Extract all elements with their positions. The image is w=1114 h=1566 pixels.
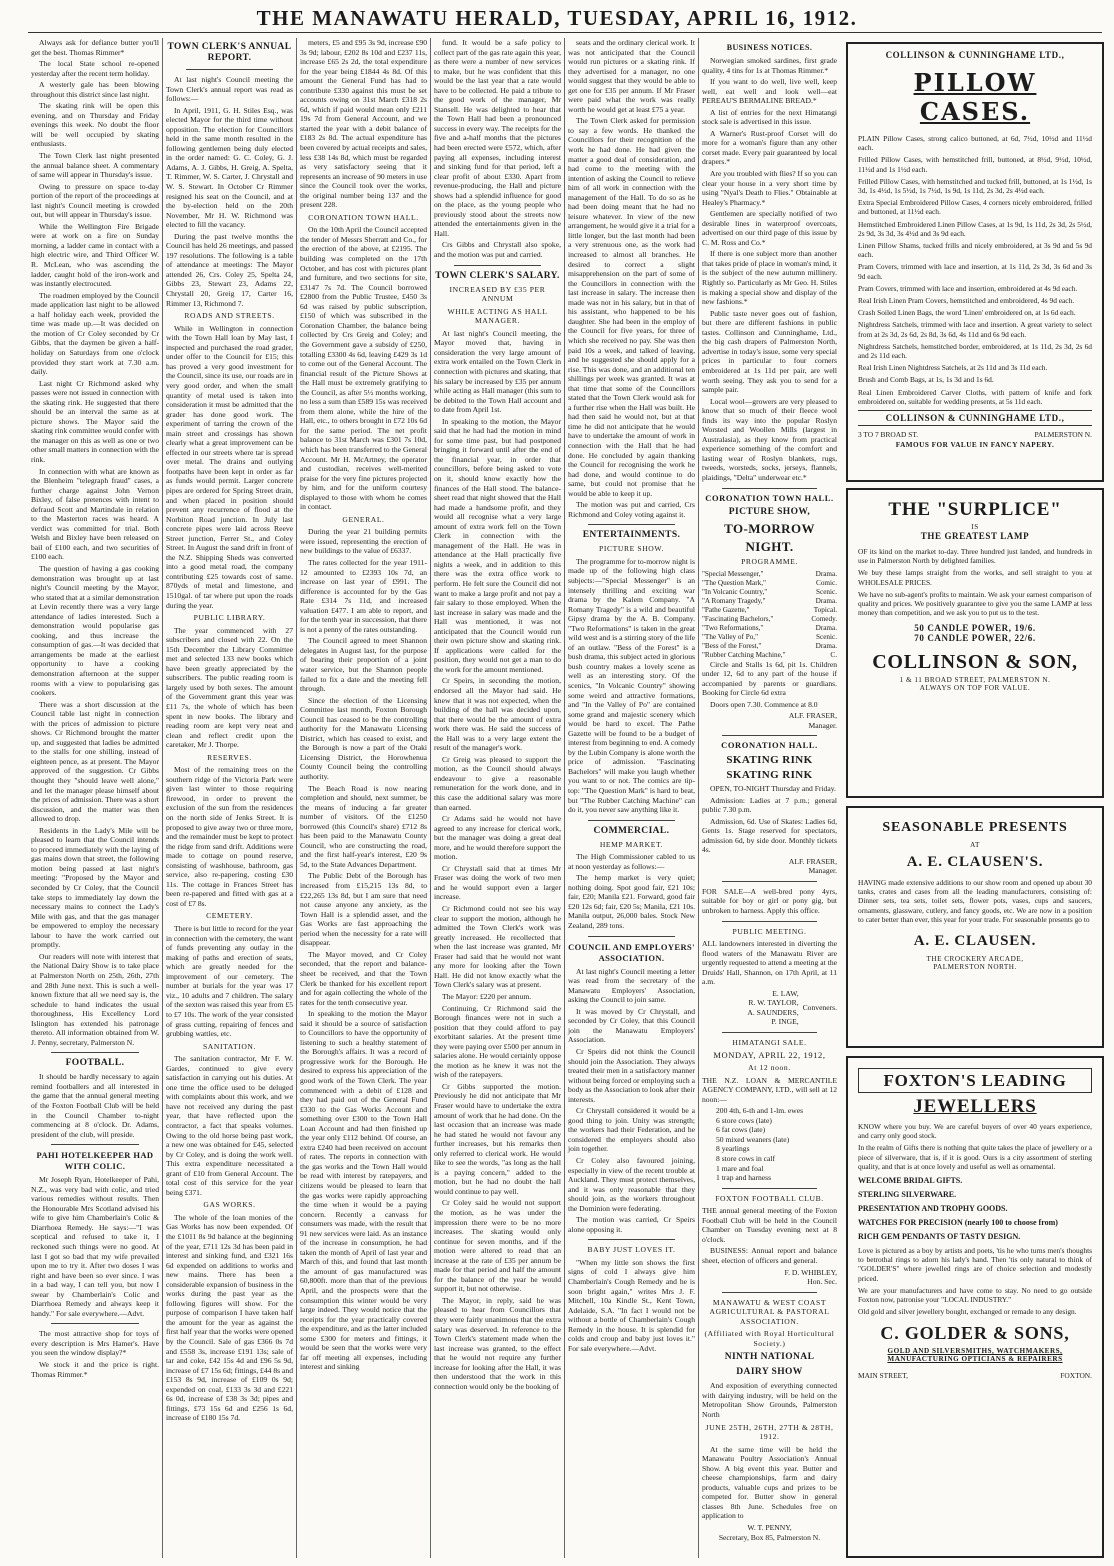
for-sale-notice: FOR SALE—A well-bred pony 4yrs, suitable for boy or girl or pony gig, but unbroken to harness. Apply this office. [702,886,837,915]
golder-firm: C. GOLDER & SONS, [880,1323,1070,1344]
programme-title: "Special Messenger," [702,569,764,578]
picture-show-ad-line2: TO-MORROW [724,521,815,537]
conveners-block [702,989,837,1027]
paragraph: Owing to pressure on space to-day portion of the report of the proceedings at last night's Council meeting is crowded out, but will appear in Thursday's issue. [31,181,159,220]
paragraph: In speaking to the motion, the Mayor said that he had had the motion in mind for some time past, but had postponed bringing it forward until after the end of the financial year, in order that councillors, before being asked to vote on it, should know exactly how the finances of the Hall stood. The balance-sheet read that night showed that the Hall had made a handsome profit, and they would all recognise what a very large amount of extra work fell on the Town Clerk in connection with the management of the Hall. He was in attendance at the Hall practically five nights a week, and in addition to this there was the extra office work to perform. He felt sure the Council did not want to make a large profit and not pay a fair salary to those employed. When the last increase in salary was made and the Hall was mentioned, it was not anticipated that the Council would run their own picture show and skating rink. If applications were called for the position, they would not get a man to do the work for the amount mentioned. [434,416,561,674]
column-2 [162,38,296,1558]
divider [588,820,675,821]
divider [51,1052,139,1053]
divider [588,1239,675,1240]
surplice-price-50: 50 CANDLE POWER, 19/6. [914,623,1036,634]
clausen-address-2: PALMERSTON NORTH. [933,963,1017,972]
reserves-subheading: RESERVES. [207,752,252,762]
clausen-at: AT [970,841,980,849]
programme-genre: Drama. [815,623,837,632]
pillow-cases-list [858,134,1092,406]
paragraph: Extra Special Embroidered Pillow Cases, 4 corners nicely embroidered, frilled and buttoned, at 11½d each. [858,198,1092,217]
sale-item: 8 store cows in calf [716,1154,776,1164]
divider [454,265,541,266]
paragraph: Real Irish Linen Nightdress Satchels, at 2s 11d and 3s 11d each. [858,363,1048,373]
business-notices-heading: BUSINESS NOTICES. [726,43,813,52]
conveners-label: Conveners. [802,1003,837,1013]
townhall-text: On the 10th April the Council accepted the tender of Messrs Sherratt and Co., for the erection of the above, at £2195. The building was completed on the 17th October, and has cost with pictures plant and furniture, and two sections for site, £3147 7s 7d. The Council borrowed £2800 from the Public Trustee, £450 3s 6d was raised by public subscription, £150 of which was subscribed in the Coronation Chamber, the balance being collected by Crs Greig and Coley; and the Government gave a subsidy of £250, totalling £3300 4s 6d, leaving £429 3s 1d to come out of the General Account. The financial result of the Picture Shows at the Hall must be extremely gratifying to the Council, as after 5½ months working, no less a sum than £589 15s was received from them alone, while the hire of the Hall, etc., to others brought in £72 10s 6d for the same period. The net profit balance to 31st March was £301 7s 10d, which has been transferred to the General Account. Mr H. McArtney, the operator and custodian, receives well-merited praise for the very fine pictures projected by him, and for the uniform courtesy displayed to those with whom he comes in contact. [300,225,427,512]
salary-text [434,329,561,1392]
paragraph: fund. It would be a safe policy to collect part of the gas rate again this year, as there were a number of new services to make, but he was confident that this would be the last year that a rate would have to be collected. He paid a tribute to the good work of the manager, Mr Stansell. He was delighted to hear that the Town Hall had been a pronounced success in every way. The receipts for the five and a-half months that the pictures had been erected were £572, which, after paying all expenses, including interest and sinking fund for that period, left a clear profit of about £330. Apart from revenue-producing, the Hall and picture shows had a splendid influence for good on the place, as the young people who previously stood about the streets now attended the entertainments given in the Hall. [434,38,561,238]
programme-item [702,651,837,660]
sale-item: 200 4th, 6-th and 1-lm. ewes [716,1106,804,1116]
salary-subheading: INCREASED BY £35 PER ANNUM [449,284,546,304]
paragraph: Nightdress Satchels, trimmed with lace and insertion. A great variety to select from at 2s 3d, 2s 6d, 2s 8d, 3s 6d, 4s 11d and 6s 9d each. [858,320,1092,339]
paragraph: At last night's Council meeting, the Mayor moved that, having in consideration the very large amount of extra work entailed on the Town Clerk in connection with pictures and skating, that his salary be increased by £35 per annum while acting as Hall manager (this sum to be debited to the Town Hall account and to date from April 1st. [434,328,561,415]
paragraph: The Mayor: £220 per annum. [442,991,532,1001]
paragraph: The Town Clerk last night presented the annual balance sheet. A commentary of same will appear in Thursday's issue. [31,151,159,180]
programme-title: "In Volcanic Country," [702,587,768,596]
football-club-signature: F. D. WHIBLEY, [784,1267,837,1277]
roads-text: While in Wellington in connection with the Town Hall loan by May last, I inspected and purchased the road grader, under offer to the Council for £15; this has proved a very good investment for the Council, since its use, our roads are in very good order, and when the small quantity of metal used is taken into consideration it must be admitted that the grader has done good work. The experiment of tarring the crown of the main street and crossings has shown clearly what a great improvement can be effected in our streets where tar is spread over metal. The drains and outlying footpaths have been kept in order as far as funds would permit. Larger concrete pipes are ordered for Spring Street drain, and when placed in position should prevent any recurrence of flood at the Norbiton Road junction. In July last concrete pipes were laid across Reeve Street junction, Ferrer St., and Coley Street. In August the sand drift in front of the N.Z. Shipping Sheds was converted into a good metal road, the company contributing £25 towards cost of same. 870yds of metal and limestone, and 1510gal. of tar where put upon the roads during the year. [166,323,293,610]
golder-para-1: KNOW where you buy. We are careful buyers of over 40 years experience, and carry only good stock. [858,1122,1092,1141]
report-intro [166,75,293,308]
paragraph: Since the election of the Licensing Committee last month, Foxton Borough Council has ceased to be the controlling authority for the Manawatu Licensing District, which has ceased to exist, and the Borough is now a part of the Otaki Licensing District, the Horowhenua County Council being the controlling authority. [300,695,427,782]
picture-show-subheading: PICTURE SHOW. [599,544,664,554]
paragraph: Public taste never goes out of fashion, but there are different fashions in public tastes. Collinson and Cunninghame, Ltd., the big cash drapers of Palmerston North, advertise in today's issue, some very special prices in particular to four corners embroidered at 1s 11d per pair, are well worth seeing. They ask you to send for a sample pair. [702,308,837,395]
programme-item [702,624,837,633]
rink-signature-title: Manager. [808,866,837,876]
newspaper-title: THE MANAWATU HERALD, TUESDAY, APRIL 16, 1912. [256,6,858,30]
dairy-show-signature: W. T. PENNY, [747,1522,792,1532]
paragraph: The motion was put and carried, Crs Richmond and Coley voting against it. [568,500,695,519]
programme-item [702,606,837,615]
sale-item: 1 mare and foal [716,1163,764,1173]
programme-label: PROGRAMME. [741,557,798,567]
collinson-tagline: FAMOUS FOR VALUE IN FANCY NAPERY. [895,441,1055,450]
convener-name: P. INGE, [771,1017,799,1027]
public-meeting-heading: PUBLIC MEETING. [732,926,807,936]
divider [51,1323,139,1324]
dairy-show-signature-title: Secretary, Box 85, Palmerston N. [718,1532,821,1542]
collinson-ad-heading: COLLINSON & CUNNINGHAME LTD., [885,50,1065,60]
dairy-show-line2: DAIRY SHOW [736,1367,803,1378]
paragraph: The Public Debt of the Borough has increased from £15,215 13s 8d, to £22,265 13s 8d, but I am sure that need not cause anyone any anxiety, as the Town Hall is a splendid asset, and the Gas Works are fast approaching the period when the necessity for a rate will disappear. [300,871,427,948]
commercial-text [568,852,695,930]
himatangi-heading: HIMATANGI SALE. [732,1038,807,1048]
programme-title: "Pathe Gazette," [702,605,750,614]
programme-title: "The Valley of Po," [702,632,759,641]
programme-list [702,570,837,660]
paragraph: PLAIN Pillow Cases, strong calico buttoned, at 6d, 7½d, 10½d and 11½d each. [858,134,1092,153]
programme-genre: Scenic. [816,632,837,641]
golder-address-left: MAIN STREET, [858,1371,908,1381]
programme-title: "A Romany Tragedy," [702,596,766,605]
baby-heading: BABY JUST LOVES IT. [587,1245,676,1255]
picture-show-ad [702,494,837,731]
paragraph: The skating rink will be open this evening, and on Thursday and Friday evenings this week. No doubt the floor will be well occupied by skating enthusiasts. [31,101,159,149]
dairy-show-dates: JUNE 25TH, 26TH, 27TH & 28TH, 1912. [705,1422,834,1442]
dairy-show-text-2: At the same time will be held the Manawatu Poultry Association's Annual Show. A big event this year. Butter and cheese championships, farm and dairy products, valuable cups and prizes to be competed for. Butter show in general classes 8th June. Schedules free on application to [702,1444,837,1521]
paragraph: Cr Gibbs supported the motion. Previously he did not anticipate that Mr Fraser would have to undertake the extra amount of work that he had done. On the last occasion that an increase was made he had stated he would not favour any further increases, but his remarks then only referred to clerical work. He would like to see the words, "as long as the hall is a paying concern," added to the motion, but he had no doubt the hall would continue to pay well. [434,1081,561,1196]
rink-line1: SKATING RINK [726,753,813,766]
football-club-signature-title: Hon. Sec. [807,1277,837,1287]
col3-paragraphs [300,38,427,210]
programme-title: "Rubber Catching Machine," [702,650,786,659]
col4-paragraphs [434,38,561,260]
paragraph: A Warner's Rust-proof Corset will do more for a woman's figure than any other corset made. Every pair guaranteed by local drapers.* [702,128,837,167]
clausen-name: A. E. CLAUSEN'S. [906,854,1044,870]
clausen-body: HAVING made extensive additions to our show room and opened up about 30 tanks, crates and cases from all the leading manufacturers, consisting of: Dinner sets, tea sets, toilet sets, flower pots, vases, cups and saucers, ornaments, glassware, cutlery, and fancy goods, etc. We are now in a position to cater better than ever, this year for your trade. For seasonable presents go to [858,878,1092,924]
annual-report-heading: TOWN CLERK'S ANNUAL REPORT. [167,42,292,63]
paragraph: Gentlemen are specially notified of two desirable lines in waterproof overcoats, advertised on our third page of this issue by C. M. Ross and Co.* [702,209,837,247]
programme-item [702,579,837,588]
divider [722,488,817,489]
football-heading: FOOTBALL. [65,1058,125,1069]
paragraph: The Beach Road is now nearing completion and should, next summer, be the means of inducing a far greater number of visitors. Of the £1250 borrowed (this Council's share) £712 8s has been paid to the Manawatu County Council, who are constructing the road, and the first half-year's interest, £20 9s 5d, to the State Advances Department. [300,783,427,869]
paragraph: The Town Clerk asked for permission to say a few words. He thanked the Councillors for their recognition of the work he had done. He had given the matter a good deal of consideration, and had come to the meeting with the intention of asking the Council to relieve him of all work in connection with the management of the Hall. To do so as he had been doing meant that he had no leisure whatever. In view of the new arrangement, he would give it a trial for a little longer, but the last month had been a very strenuous one, as the work had increased to almost all branches. He desired to correct a slight misapprehension on the part of some of the Councillors in connection with the last increase in salary. The increase then made was not in his salary, but in that of his assistant, who happened to be his daughter. She had been in the employ of the Council for five years, for three of which she received no pay. She was then paid 10s a week, and talked of leaving, and he suggested she should apply for a rise. This was done, and an additional ten shillings per week was granted. It was at that time that some of the Councillors stated that the Town Clerk would ask for a further rise when the Hall was built. He had then said he would not, but at that time he did not anticipate that he would have to undertake the amount of work in connection with the Hall that he had done. He concluded by again thanking the Council for recognising the work he had done, and would continue to do same, but could not promise that he would be able to keep it up. [568,116,695,498]
entertainments-text [568,557,695,815]
paragraph: Residents in the Lady's Mile will be pleased to learn that the Council intends to proceed immediately with the laying of gas mains down that street, the following motion being passed at last night's meeting: "Proposed by the Mayor and seconded by Cr Coley, that the Council take steps to immediately lay down the necessary mains to connect the Lady's Mile with gas, and that the gas manager be empowered to employ the necessary labour to have the work carried out promptly. [31,825,159,950]
football-article: It should be hardly necessary to again remind footballers and all interested in the game that the annual general meeting of the Foxton Football Club will be held in the Council Chamber to-night commencing at 8 o'clock. Dr. Adams, president of the club, will preside. [31,1072,159,1139]
agricultural-subheading: (Affiliated with Royal Horticultural Society.) [704,1329,835,1348]
collinson-son-tagline: ALWAYS ON TOP FOR VALUE. [919,684,1031,693]
gasworks-text: The whole of the loan monies of the Gas Works has now been expended. Of the £1011 8s 9d balance at the beginning of the year, £711 12s 3d has been paid in interest and sinking fund, and £321 16s 6d expended on additions to works and new mains. There has been a considerable expansion of business in the works during the past year as the following figures will show. For the purpose of comparison I have taken half the amount for the year as against the first half year that the works were opened by the Council. Sale of gas £366 0s 7d and £558 3s, increase £191 13s; sale of tar and coke, £42 15s 4d and £96 5s 9d, increase of £7 15s 6d; fittings, £44 8s and £153 8s 9d, increase of £109 0s 9d; expended on coal, £133 3s 3d and £221 6s 0d, increase of £38 3s 3d; pipes and fittings, £73 15s 6d and £256 1s 6d, increase of £180 15s 7d. [166,1212,293,1423]
programme-genre: Drama. [815,569,837,578]
divider [722,921,817,922]
paragraph: Cr Chrystall considered it would be a good thing to join. Unity was strength; the workers had their Federation, and he considered the employers should also join together. [568,1106,695,1154]
paragraph: The local State school re-opened yesterday after the recent term holiday. [31,59,159,78]
colic-heading: PAHI HOTELKEEPER HAD WITH COLIC. [36,1150,154,1172]
paragraph: The question of having a gas cooking demonstration was brought up at last night's Council meeting by the Mayor, who stated that at a similar demonstration at Levin recently there was a very large attendance of ladies interested. Such a demonstration would popularise gas cooking, and thus increase the consumption of gas.—It was decided that arrangements be made at the earliest opportunity to have a cooking demonstration afternoon at the supper rooms with a view to popularising gas cookers. [31,563,159,698]
paragraph: Cr Coley also favoured joining, especially in view of the recent trouble at Auckland. They must protect themselves, and it was only reasonable that they should join, as the workers throughout the Dominion were federating. [568,1155,695,1213]
programme-genre: Topical. [813,605,837,614]
paragraph: The programme for to-morrow night is made up of the following high class subjects:—"Special Messenger" is an intensely thrilling and exciting war drama by the Kalem Company. "A Romany Tragedy" is a wild and beautiful Gipsy drama by the A. B. Company. "Two Reformations" is taken in the great wild west and is a stirring story of the life of an outlaw. "Bess of the Forest" is a bush drama, this subject acted in glorious bush country makes a lovely scene as well as an interesting story. Of the scenics, "In Volcanic Country" showing some weird and attractive formations, and "In the Valley of Po" are contained some grand and majestic scenery which would be hard to excel. The Pathe Gazette will be found to be a budget of interest from beginning to end. A comedy by the Lubin Company is alone worth the price of admission. "Fascinating Bachelors" will make you laugh whether you want to or not. The comics are tip-top: "The Question Mark" is hard to beat, but "The Rubber Catching Machine" can do it, you never saw anything like it. [568,556,695,815]
paragraph: Admission: Ladies at 7 p.m.; general public 7.30 p.m. [702,795,837,815]
programme-genre: Drama. [815,641,837,650]
masthead-rule [28,32,1102,33]
golder-para-5: Old gold and silver jewellery bought, exchanged or remade to any design. [858,1307,1077,1317]
paragraph: Cr Speirs, in seconding the motion, endorsed all the Mayor had said. He knew that it was not expected, when the building of the hall was decided upon, that there would be the amount of extra work there was. He said the success of the Hall was to a very large extent the result of the manager's work. [434,676,561,753]
paragraph: During the past twelve months the Council has held 26 meetings, and passed 197 resolutions. The following is a table of attendance at meetings: The Mayor attended 26, Crs. Coley 25, Spelta 24, Gibbs 23, Stewart 23, Adams 22, Chrystall 20, Greig 17, Carter 16, Rimmer 13, Richmond 7. [166,231,293,308]
rink-text [702,784,837,855]
clausen-address-1: THE CROCKERY ARCADE, [926,955,1024,964]
dairy-show-text: And exposition of everything connected with dairying industry, will be held on the Metropolitan Show Grounds, Palmerston North [702,1381,837,1419]
paragraph: During the year 21 building permits were issued, representing the erection of new buildings to the value of £6337. [300,527,427,556]
rink-line2: SKATING RINK [726,768,813,781]
colic-article: Mr Joseph Ryan, Hotelkeeper of Pahi, N.Z., was very bad with colic, and tried various remedies without results. Then the Honourable Mrs Scotland advised his wife to give him Chamberlain's Colic & Diarrhoea Remedy. He says:—"I was sceptical and refused to take it, I reckoned such things were no good. At last I got so bad that my wife prevailed upon me to try it. After two doses I was right and have been so ever since. I was in a bad way, I can tell you, but now I swear by Chamberlain's Colic and Diarrhoea Remedy and always keep it handy." For sale everywhere.—Advt. [31,1175,159,1318]
himatangi-text: THE N.Z. LOAN & MERCANTILE AGENCY COMPANY, LTD., will sell at 12 noon:— [702,1075,837,1104]
divider [51,1144,139,1145]
salary-heading: TOWN CLERK'S SALARY. [435,270,560,281]
surplice-title: THE "SURPLICE" [888,499,1062,520]
programme-genre: Scenic. [816,587,837,596]
col5-paragraphs [568,38,695,519]
programme-item [702,588,837,597]
paragraph: It was moved by Cr Chrystall, and seconded by Cr Coley, that this Council join the Manawatu Employers' Association. [568,1006,695,1045]
golder-line: WATCHES FOR PRECISION (nearly 100 to choose from) [858,1218,1058,1228]
paragraph: The Council agreed to meet Shannon delegates in August last, for the purpose of bearing their proportion of a joint water service, but the Shannon people failed to fix a date and the meeting fell through. [300,636,427,694]
paragraph: Admission, 6d. Use of Skates: Ladies 6d, Gents 1s. Stage reserved for spectators, admission 6d, by side door. Monthly tickets 4s. [702,816,837,855]
paragraph: The most attractive shop for toys of every description is Mrs Hamer's. Have you seen the window display?* [31,1329,159,1358]
collinson-son-address: 1 & 11 BROAD STREET, PALMERSTON N. [899,676,1051,685]
paragraph: Real Irish Linen Pram Covers, hemstitched and embroidered, 4s 9d each. [858,296,1075,306]
paragraph: The High Commissioner cabled to us at noon yesterday as follows:— [568,852,695,871]
masthead [0,0,1114,36]
golder-para-3: Love is pictured as a boy by artists and poets, 'tis he who turns men's thoughts to betrothal rings to adorn his lady's hand. Then 'tis only natural to think of "GOLDER'S" where jewelled rings are of choice selection and modestly priced. [858,1246,1092,1283]
sale-item: 6 fat cows (late) [716,1125,766,1135]
clausen-title: SEASONABLE PRESENTS [882,820,1068,835]
clausen-firm: A. E. CLAUSEN. [913,933,1037,950]
reserves-text: Most of the remaining trees on the southern ridge of the Victoria Park were given last winter to those requiring firewood, in order to prevent the exclusion of the sun from the residences on the north side of Jenks Street. It is proposed to give away two or three more, and the remainder must be kept to protect the ridge from sand drift. Additions were made to cottage on pound reserve, consisting of washhouse, bathroom, gas service, also re-papering, costing £30 11s. The cottage in Frances Street has been re-papered and fitted with gas at a cost of £7 8s. [166,765,293,908]
picture-prices: Circle and Stalls 1s 6d, pit 1s. Children under 12, 6d to any part of the house if accompanied by parents or guardians. Booking for Circle 6d extra [702,659,837,698]
football-club-text: THE annual general meeting of the Foxton Football Club will be held in the Council Chamber on Tuesday evening next at 8 o'clock. [702,1206,837,1244]
himatangi-date: MONDAY, APRIL 22, 1912, [713,1049,826,1060]
pillow-cases-title: PILLOW CASES. [913,68,1037,126]
gasworks-subheading: GAS WORKS. [203,1200,256,1210]
divider [722,1188,817,1189]
paragraph: At last night's Council meeting a letter was read from the secretary of the Manawatu Employers' Association, asking the Council to join same. [568,966,695,1005]
roads-subheading: ROADS AND STREETS. [184,311,275,321]
agricultural-heading: MANAWATU & WEST COAST AGRICULTURAL & PASTORAL ASSOCIATION. [709,1297,830,1326]
divider [588,524,675,525]
programme-genre: Comedy. [811,614,837,623]
paragraph: The motion was carried, Cr Speirs alone opposing it. [568,1215,695,1234]
surplice-is: IS [971,523,979,531]
public-meeting-text: ALL landowners interested in diverting the flood waters of the Manawatu River are urgently requested to attend a meeting at the Druids' Hall, Shannon, on 17th April, at 11 a.m. [702,939,837,987]
paragraph: If there is one subject more than another that takes pride of place in woman's mind, it is the subject of the new autumn millinery. Rightly so. Particularly as Mr Geo. H. Stiles is making a special show and display of the new fashions.* [702,249,837,307]
divider [722,735,817,736]
convener-name: E. LAW, [772,988,799,998]
collinson-son-firm: COLLINSON & SON, [872,651,1078,674]
paragraph: Local wool—growers are very pleased to know that so much of their fleece wool finds its way into the popular Roslyn Worsted and Woollen Mills (largest in Australasia), as they know from practical experience something of the comfort and lasting wear of Roslyn blankets, rugs, tweeds, worsteds, socks, jerseys, flannels, plaidings, "Delta" underwear etc.* [702,396,837,482]
paragraph: There was a short discussion at the Council table last night in connection with the prices of admission to picture shows. Cr Richmond brought the matter up, and suggested that ladies be admitted to the stalls for one shilling, instead of eighteen pence, as at present. The Mayor approved of the suggestion. Cr Gibbs thought they "should leave well alone," and let the manager please himself about the prices of admission. There was a short discussion, and the matter was then allowed to drop. [31,699,159,824]
cemetery-text: There is but little to record for the year in connection with the cemetery, the want of funds preventing any outlay in the making of paths and erection of seats, which are greatly needed for the improvement of our cemetery. The number at burials for the year was 17 viz., 10 adults and 7 children. The salary of the sexton was raised this year from £5 to £7 10s. The work of the year consisted of grass cutting, repairing of fences and grubbing wattles, etc. [166,924,293,1039]
programme-item [702,570,837,579]
paragraph: Cr Coley said he would not support the motion, as he was under the impression there were to be no more increases. The skating would only continue for seven months, and if the motion were altered to read that an increase at the rate of £35 per annum be made for that period and half the amount for the balance of the year he would support it, but not otherwise. [434,1198,561,1294]
divider [722,881,817,882]
paragraph: Cr Chrystall said that at times Mr Fraser was doing the work of two men and he would support even a larger increase. [434,863,561,902]
townhall-subheading: CORONATION TOWN HALL. [308,212,419,222]
paragraph: Real Linen Embroidered Carver Cloths, with pattern of knife and fork embroidered on, suitable for wedding presents, at 5s 11d each. [858,387,1092,406]
rink-heading: CORONATION HALL. [721,740,818,751]
paragraph: Cr Speirs did not think the Council should join the Association. They always treated their men in a satisfactory manner without being forced or employing such a body as the Association to look after their interests. [568,1046,695,1104]
commercial-heading: COMMERCIAL. [593,825,670,836]
golder-para-2: In the realm of Gifts there is nothing that quite takes the place of jewellery or a piece of silverware, that is, if it is good. Ours is a city assortment of sterling quality, and that is at once lovely and useful as well as ornamental. [858,1143,1092,1171]
sanitation-subheading: SANITATION. [202,1041,257,1051]
paragraph: The rates collected for the year 1911-12 amounted to £2393 10s 7d, an increase on last year of £991. The difference is accounted for by the Gas Rate £314 7s 11d, and increased valuation £477. I am able to report, and for the tenth year in succession, that there is not a penny of the rates outstanding. [300,557,427,634]
paragraph: seats and the ordinary clerical work. It was not anticipated that the Council would run pictures or a skating rink. If they advertised for a manager, no one would suggest that they would be able to get one for £35 per annum. If Mr Fraser were paid what the work was really worth he would get at least £75 a year. [568,38,695,114]
paragraph: Brush and Comb Bags, at 1s, 1s 3d and 1s 6d. [858,375,994,385]
paragraph: In connection with what are known as the Blenheim "telegraph fraud" cases, a further charge against John Vernon Bixley, of false pretences with intent to defraud Scott and Martindale in relation to the Masterton races was heard. A verdict was committed for trial. Both Welsh and Bixley have been released on bail of £100 each, and two securities of £100 each. [31,466,159,562]
collinson-cunninghame-ad [846,42,1104,482]
paragraph: The Mayor, in reply, said he was pleased to hear from Councillors that they were fairly unanimous that the extra salary was deserved. In reference to the Town Clerk's statement made when the last increase was granted, to the effect that he would not require any further increase for looking after the Hall, it was then understood that the work in this connection would only be the booking of [434,1295,561,1391]
column-5 [564,38,698,1558]
paragraph: Last night Cr Richmond asked why passes were not issued in connection with the skating rink. He suggested that there should be an interval the same as at picture shows. The Mayor said the skating rink committee would confer with the manager on this as well as one or two other small matters in connection with the rink. [31,378,159,464]
paragraph: OPEN, TO-NIGHT Thursday and Friday. [710,783,836,793]
programme-item [702,633,837,642]
golder-lines [858,1176,1092,1241]
general-text [300,527,427,1372]
surplice-price-70: 70 CANDLE POWER, 22/6. [914,633,1036,644]
paragraph: The roadmen employed by the Council made application last night to be allowed a half holiday each week, provided the time was made up.—It was decided on the motion of Cr Coley seconded by Cr Gibbs, that the daymen be given a half-holiday on Saturdays from one o'clock provided they start work at 7.30 a.m. daily. [31,290,159,377]
programme-item [702,597,837,606]
paragraph: The hemp market is very quiet; nothing doing. Spot good fair, £21 10s; fair, £20; Manila £21. Forward, good fair £20 12s 6d; fair, £20 5s; Manila, £21 10s. Manila output, 26,000 bales. Stock New Zealand, 289 tons. [568,873,695,931]
paragraph: Pram Covers, trimmed with lace and insertion, at 1s 11d, 2s 3d, 3s 6d and 3s 9d each. [858,262,1092,281]
paragraph: Crs Gibbs and Chrystall also spoke, and the motion was put and carried. [434,240,561,260]
collinson-address-left: 3 TO 7 BROAD ST. [858,430,919,440]
surplice-subtitle: THE GREATEST LAMP [920,531,1030,541]
col1-paragraphs [31,38,159,1047]
programme-genre: Comic. [816,578,837,587]
picture-show-ad-heading: CORONATION TOWN HALL. [705,492,834,503]
paragraph: meters, £5 and £95 3s 9d, increase £90 3s 9d; labour, £202 8s 10d and £237 11s, increase £65 2s 2d, the total expenditure for the year being £1844 4s 8d. Of this amount the General Fund has had to contribute £330 against this must be set accounts owing on 31st March £318 2s 6d, which if paid would mean only £211 19s 7d from General Account, and we started the year with a debit balance of £183 2s 8d. The actual expenditure has been covered by actual receipts and sales, less £38 14s 8d, which must be regarded as very satisfactory seeing that it represents an increase of 90 meters in use since the Council took over the works, the original number being 137 and the present 228. [300,38,427,210]
picture-show-ad-line1: PICTURE SHOW, [728,507,811,518]
picture-show-ad-line3: NIGHT. [745,539,794,555]
rink-signature: ALF. FRASER, [788,856,837,866]
paragraph: Cr Greig was pleased to support the motion, as the Council should always endeavour to give a reasonable remuneration for the work done, and in this case the additional salary was more than earned. [434,754,561,812]
golder-address [858,1371,1092,1380]
sale-item: 6 store cows (late) [716,1115,772,1125]
golder-subtitle: GOLD AND SILVERSMITHS, WATCHMAKERS, MANUFACTURING OPTICIANS & REPAIRERS [887,1347,1063,1364]
programme-item [702,642,837,651]
sale-item: 1 trap and harness [716,1173,772,1183]
picture-doors: Doors open 7.30. Commence at 8.0 [710,699,818,709]
library-text: The year commenced with 27 subscribers and closed with 22. On the 15th December the Library Committee met and selected 133 new books which have been greatly appreciated by the subscribers. The public reading room is largely used by both sexes. The amount of the Government grant this year was £11 7s, the whole of which has been spent in new books. The library and reading room are kept very neat and clean and reflect credit upon the caretaker, Mr J. Thorpe. [166,625,293,750]
convener-name: R. W. TAYLOR, [748,998,799,1008]
salary-subheading-2: WHILE ACTING AS HALL MANAGER. [447,306,548,326]
dairy-show-line1: NINTH NATIONAL [724,1352,815,1363]
himatangi-time: At 12 noon. [748,1063,791,1073]
programme-genre: C. [830,650,837,659]
paragraph: Continuing, Cr Richmond said the Borough finances were not in such a position that they could afford to pay exorbitant salaries. At the present time they were paying over £500 per annum in salaries alone. He would certainly oppose the motion as he knew it was not the wish of the ratepayers. [434,1003,561,1080]
clausen-ad [846,806,1104,1048]
paragraph: Nightdress Satchels, hemstitched border, embroidered, at 1s 11d, 2s 3d, 2s 6d and 2s 11d each. [858,341,1092,361]
golder-title-2: JEWELLERS [913,1096,1037,1117]
surplice-lamp-ad [846,488,1104,798]
golder-line: RICH GEM PENDANTS OF TASTY DESIGN. [858,1232,1021,1242]
paragraph: If you want to do well, live well, keep well, eat well and look well—eat PEREAU'S BERMALINE BREAD.* [702,77,837,106]
baby-text: "When my little son shows the first signs of cold I always give him Chamberlain's Cough Remedy and he is soon bright again," writes Mrs J. F. Mitchell, 10a Kindle St., Kent Town, Adelaide, S.A. "In fact I would not be without a bottle of Chamberlain's Cough Remedy in the house. It is splendid for colds and croup and baby just loves it." For sale everywhere.—Advt. [568,1257,695,1353]
programme-title: "The Question Mark," [702,578,766,587]
sanitation-text: The sanitation contractor, Mr F. W. Gardes, continued to give every satisfaction in carrying out his duties. At one time the office used to be deluged with complaints about this work, and we have not received any during the past year, that have reflected upon the contractor, a fact that speaks volumes. Owing to the old horse being past work, a new one was obtained for £45, selected by Cr Coley, and is doing the work well. This extra expenditure necessitated a grant of £10 from General Account. The total cost of this service for the year being £371. [166,1054,293,1197]
football-club-heading: FOXTON FOOTBALL CLUB. [715,1193,824,1203]
golder-line: STERLING SILVERWARE. [858,1190,957,1200]
divider [588,936,675,937]
paragraph: In speaking to the motion the Mayor said it should be a source of satisfaction to Councillors to have the opportunity of listening to such a healthy statement of the Borough's affairs. It was a record of progressive work for the Borough. He desired to express his appreciation of the good work of the Town Clerk. The year commenced with a debit of £128 and they had paid out of the General Fund £330 to the Gas Works Account and something over £300 to the Town Hall Loan Account and had then finished up the year only £112 behind. Of course, an extra £240 had been received on account of rates. The reports in connection with the gas works and the Town Hall would be read with interest by ratepayers, and citizens would be pleased to learn that the gas works were rapidly approaching the time when it would be a paying concern. Recently a canvass for consumers was made, with the result that 91 new services were laid. As an instance of the increase in consumption, he had taken the month of April of last year and March of this, and found that last month the amount of gas manufactured was 60,800ft. more than that of the previous April, and the prospects were that the consumption this winter would be very large indeed. They would notice that the receipts for the year practically covered the expenditure, and as the latter included some £300 for meters and fittings, it would be seen that the works were very far off meeting all expenses, including interest and sinking [300,1009,427,1372]
paragraph: While the Wellington Fire Brigade were at work on a fire on Sunday morning, a ladder came in contact with a high electric wire, and Third Officer W. R. McLean, who was ascending the ladder, caught hold of the iron-work and was instantly electrocuted. [31,221,159,289]
collinson-ad-footer: COLLINSON & CUNNINGHAME LTD., [858,410,1092,426]
paragraph: Cr Richmond could not see his way clear to support the motion, although he admitted the Town Clerk's work was greatly increased. He recollected that when the last increase was granted, Mr Fraser had said that he would not want any more for looking after the Town Hall. He did not know exactly what the Town Clerk's salary was at present. [434,904,561,990]
paragraph: The Mayor moved, and Cr Coley seconded, that the report and balance-sheet be received, and that the Town Clerk be thanked for his excellent report and for again collecting the whole of the rates for the tenth consecutive year. [300,949,427,1007]
paragraph: A westerly gale has been blowing throughout this district since last night. [31,80,159,99]
golder-line: PRESENTATION AND TROPHY GOODS. [858,1204,1008,1214]
paragraph: Linen Pillow Shams, tucked frills and nicely embroidered, at 3s 9d and 5s 9d each. [858,241,1092,260]
column-1 [28,38,162,1558]
picture-signature-title: Manager. [808,720,837,730]
skating-rink-ad [702,741,837,875]
business-notices [702,56,837,483]
football-club-business: BUSINESS: Annual report and balance sheet, election of officers and general. [702,1246,837,1265]
collinson-address [858,430,1092,439]
convener-name: A. SAUNDERS, [747,1007,799,1017]
golder-para-4: We are your manufacturers and have come to stay. No need to go outside Foxton now, patronise your "LOCAL INDUSTRY." [858,1285,1092,1305]
paragraph: At last night's Council meeting the Town Clerk's annual report was read as follows:— [166,75,293,104]
entertainments-heading: ENTERTAINMENTS. [582,530,681,541]
paragraph: Cr Adams said he would not have agreed to any increase for clerical work, but the manager was doing a great deal more, and he would therefore support the motion. [434,814,561,862]
paragraph: Crash Soiled Linen Bags, the word 'Linen' embroidered on, at 1s 6d each. [858,308,1076,318]
surplice-para-3: We have no sub-agent's profits to maintain. We ask your earnest comparison of quality and prices. We positively guarantee to give you the same LAMP at less money than competition, and we ask you to put us to the test. [858,589,1092,618]
column-6 [698,38,840,1558]
picture-signature: ALF. FRASER, [788,711,837,721]
sale-item: 8 yearlings [716,1144,750,1154]
golder-title-1: FOXTON'S LEADING [858,1068,1092,1093]
golder-jewellers-ad [846,1056,1104,1558]
surplice-para-2: We buy these lamps straight from the works, and sell straight to you at WHOLESALE PRICES. [858,568,1092,587]
general-subheading: GENERAL. [342,514,385,524]
programme-genre: Drama. [815,596,837,605]
programme-title: "Fascinating Bachelors," [702,614,774,623]
paragraph: Frilled Pillow Cases, with hemstitched frill, buttoned, at 8½d, 9½d, 10½d, 11½d and 1s 1½d each. [858,155,1092,174]
divider [722,1292,817,1293]
paragraph: In April, 1911, G. H. Stiles Esq., was elected Mayor for the third time without opposition. The election for Councillors held in the same month resulted in the following gentlemen being duly elected in the order named: G. C. Coley, G. J. Adams, A. J. Gibbs, H. Greig, A. Spelta, T. Rimmer, W. S. Carter, J. Chrystall and W. S. Stewart. In October Cr Rimmer resigned his seat on the Council, and at the by-election held on the 20th November, Mr H. W. Richmond was elected to fill the vacancy. [166,105,293,230]
paragraph: A list of entries for the next Himatangi stock sale is advertised in this issue. [702,107,837,127]
paragraph: Always ask for defiance butter you'll get the best. Thomas Rimmer* [31,38,159,57]
paragraph: Our readers will note with interest that the National Dairy Show is to take place at Palmerston North on 25th, 26th, 27th and 28th June next. This is such a well-known fixture that all we need say is, the schedule to hand indicates the usual thoroughness, His Excellency Lord Islington has extended his patronage thereto. All information obtained from W. J. Penny, secretary, Palmerston N. [31,951,159,1047]
divider [186,69,273,70]
employers-text [568,967,695,1235]
conveners-list [747,989,798,1027]
programme-title: "Bess of the Forest," [702,641,762,650]
golder-line: WELCOME BRIDAL GIFTS. [858,1176,963,1186]
paragraph: Pram Covers, trimmed with lace and insertion, embroidered at 4s 9d each. [858,283,1078,293]
himatangi-items [702,1106,837,1182]
collinson-address-right: PALMERSTON N. [1034,430,1092,440]
paragraph: Are you troubled with flies? If so you can clear your house in a very short time by using "Nyal's Death to Flies." Obtainable at Healey's Pharmacy.* [702,169,837,207]
sale-item: 50 mixed weaners (late) [716,1134,790,1144]
programme-item [702,615,837,624]
paragraph: We stock it and the price is right. Thomas Rimmer.* [31,1360,159,1379]
cemetery-subheading: CEMETERY. [206,911,253,921]
golder-address-right: FOXTON. [1060,1371,1092,1381]
column-3 [296,38,430,1558]
divider [722,1032,817,1033]
column-4 [430,38,564,1558]
employers-heading: COUNCIL AND EMPLOYERS' ASSOCIATION. [568,941,695,963]
paragraph: Hemstitched Embroidered Linen Pillow Cases, at 1s 9d, 1s 11d, 2s 3d, 2s 5½d, 2s 9d, 3s 3d, 3s 4½d and 3s 9d each. [858,219,1092,238]
surplice-para-1: OF its kind on the market to-day. Three hundred just landed, and hundreds in use in Palmerston North by delighted families. [858,547,1092,566]
paragraph: Frilled Pillow Cases, with hemstitched and tucked frill, buttoned, at 1s 1½d, 1s 3d, 1s 4½d, 1s 5½d, 1s 7½d, 1s 9d, 1s 11d, 2s 3d, 2s 4½d each. [858,176,1092,196]
paragraph: Norwegian smoked sardines, first grade quality, 4 tins for 1s at Thomas Rimmer.* [702,56,837,75]
library-subheading: PUBLIC LIBRARY. [193,613,266,623]
programme-title: "Two Reformations," [702,623,764,632]
hemp-subheading: HEMP MARKET. [599,839,664,849]
col1-tail [31,1329,159,1379]
